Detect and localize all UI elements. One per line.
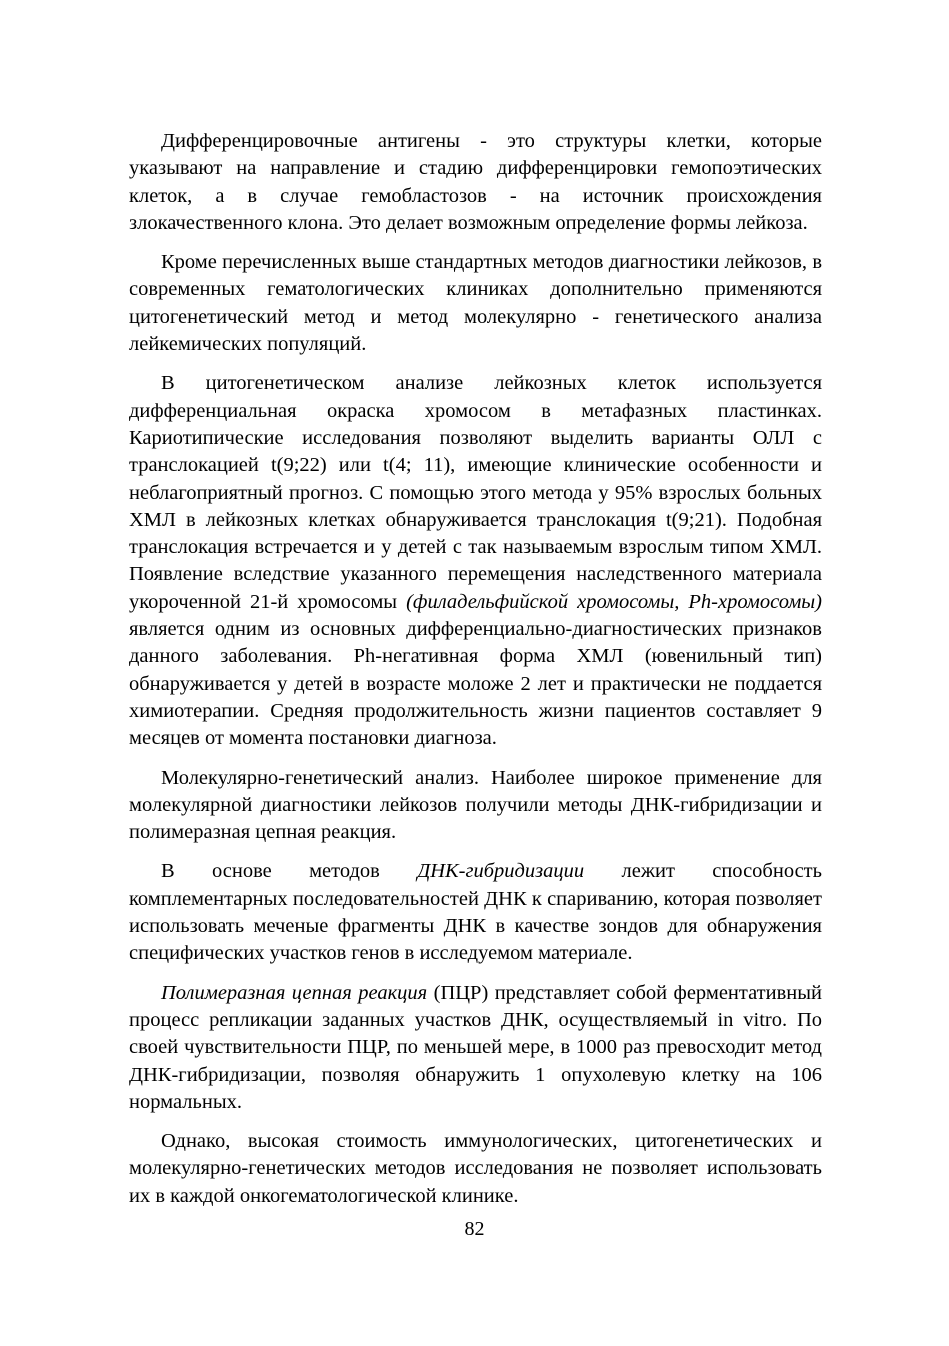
paragraph-2	[129, 249, 822, 358]
paragraph-1	[129, 128, 822, 237]
paragraph-4-text: Молекулярно-генетический анализ. Наиболее широкое применение для молекулярной диагностики лейкозов получили методы ДНК-гибридизации и полимеразная цепная реакция.	[129, 766, 822, 844]
paragraph-3-italic-term: (филадельфийской хромосомы, Ph-хромосомы)	[406, 590, 822, 613]
paragraph-5-italic-term: ДНК-гибридизации	[417, 860, 585, 883]
paragraph-6-italic-term: Полимеразная цепная реакция	[161, 981, 428, 1004]
paragraph-6-text: (ПЦР) представляет собой ферментативный процесс репликации заданных участков ДНК, осуществляемый in vitro. По своей чувствительности ПЦР, по меньшей мере, в 1000 раз превосходит метод ДНК-гибридизации, позволяя обнаружить 1 опухолевую клетку на 106 нормальных.	[129, 981, 822, 1113]
paragraph-5	[129, 858, 822, 967]
paragraph-7-text: Однако, высокая стоимость иммунологических, цитогенетических и молекулярно-генетических методов исследования не позволяет использовать их в каждой онкогематологической клинике.	[129, 1130, 822, 1207]
paragraph-4	[129, 765, 822, 847]
paragraph-3-text-b: является одним из основных дифференциально-диагностических признаков данного заболевания. Ph-негативная форма ХМЛ (ювенильный тип) обнаруживается у детей в возрасте моложе 2 лет и практически не поддается химиотерапии. Средняя продолжительность жизни пациентов составляет 9 месяцев от момента постановки диагноза.	[129, 618, 822, 750]
paragraph-5-text-a: В основе методов	[161, 860, 418, 883]
paragraph-7	[129, 1128, 822, 1210]
page-body	[129, 128, 822, 1222]
paragraph-3-text-a: В цитогенетическом анализе лейкозных клеток используется дифференциальная окраска хромосом в метафазных пластинках. Кариотипические исследования позволяют выделить варианты ОЛЛ с транслокацией t(9;22) или t(4; 11), имеющие клинические особенности и неблагоприятный прогноз. С помощью этого метода у 95% взрослых больных ХМЛ в лейкозных клетках обнаруживается транслокация t(9;21). Подобная транслокация встречается и у детей с так называемым взрослым типом ХМЛ. Появление вследствие указанного перемещения наследственного материала укороченной 21-й хромосомы	[129, 372, 822, 613]
paragraph-5-text-b: лежит способность комплементарных последовательностей ДНК к спариванию, которая позволяет использовать меченые фрагменты ДНК в качестве зондов для обнаружения специфических участков генов в исследуемом материале.	[129, 860, 822, 965]
paragraph-2-text: Кроме перечисленных выше стандартных методов диагностики лейкозов, в современных гематологических клиниках дополнительно применяются цитогенетический метод и метод молекулярно - генетического анализа лейкемических популяций.	[129, 251, 822, 356]
paragraph-3	[129, 370, 822, 752]
paragraph-1-text: Дифференцировочные антигены - это структуры клетки, которые указывают на направление и стадию дифференцировки гемопоэтических клеток, а в случае гемобластозов - на источник происхождения злокачественного клона. Это делает возможным определение формы лейкоза.	[129, 130, 822, 234]
page-number: 82	[464, 1218, 485, 1240]
paragraph-6	[129, 980, 822, 1116]
